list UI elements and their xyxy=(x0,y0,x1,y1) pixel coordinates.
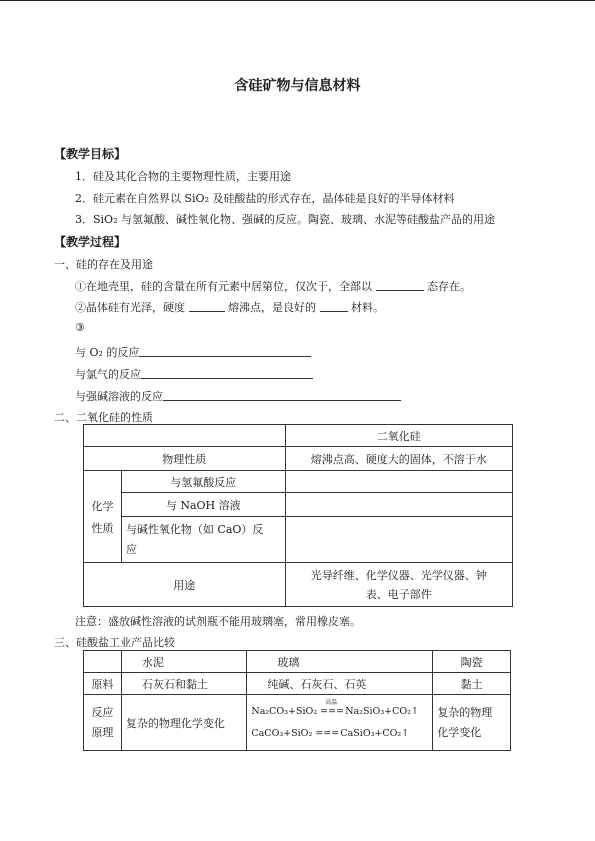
header-cement: 水泥 xyxy=(121,651,246,673)
page-title: 含硅矿物与信息材料 xyxy=(234,78,361,94)
principle-ceramic xyxy=(433,695,511,751)
chem-row-cao xyxy=(121,517,285,563)
use-value-b: 表、电子部件 xyxy=(365,587,432,601)
chem-row-hf: 与氢氟酸反应 xyxy=(121,471,285,493)
high-temp-equals: 高温 === xyxy=(320,698,345,717)
use-value xyxy=(285,563,512,607)
row-label-principle-b: 原理 xyxy=(91,725,114,739)
principle-ceramic-a: 复杂的物理 xyxy=(437,705,493,719)
chem-row-cao-a: 与碱性氧化物（如 CaO）反 xyxy=(125,522,264,536)
fill-blank[interactable] xyxy=(320,300,348,312)
answer-cell[interactable] xyxy=(285,471,512,493)
row-label-principle-a: 反应 xyxy=(91,705,114,719)
table-corner xyxy=(84,651,122,673)
top-rule xyxy=(0,0,595,1)
physical-value: 熔沸点高、硬度大的固体，不溶于水 xyxy=(285,447,512,471)
fill-blank[interactable] xyxy=(163,389,401,401)
goal-item-3: 3．SiO₂ 与氢氟酸、碱性氧化物、强碱的反应。陶瓷、玻璃、水泥等硅酸盐产品的用途 xyxy=(75,213,495,226)
principle-ceramic-b: 化学变化 xyxy=(437,725,482,739)
use-label: 用途 xyxy=(84,563,286,607)
reaction-base xyxy=(75,388,401,404)
part1-heading: 一、硅的存在及用途 xyxy=(54,258,153,271)
glass-equation-1 xyxy=(251,698,428,723)
reaction-o2-label: 与 O₂ 的反应 xyxy=(75,346,140,359)
chem-row-cao-b: 应 xyxy=(125,542,137,556)
eq1-left: Na₂CO₃+SiO₂ xyxy=(251,705,318,717)
silicate-table xyxy=(83,650,511,751)
process-header: 【教学过程】 xyxy=(54,235,127,249)
eq1-condition: 高温 xyxy=(325,698,338,706)
eq2-right: CaSiO₃+CO₂↑ xyxy=(340,727,410,739)
part1-line2-b: 熔沸点，是良好的 xyxy=(228,301,316,314)
part1-line1-b: 态存在。 xyxy=(427,280,471,293)
fill-blank[interactable] xyxy=(376,279,424,291)
goal-item-2: 2．硅元素在自然界以 SiO₂ 及硅酸盐的形式存在，晶体硅是良好的半导体材料 xyxy=(75,192,455,205)
reaction-cl2-label: 与氯气的反应 xyxy=(75,368,141,381)
equals-sign: === xyxy=(315,727,340,739)
part2-note: 注意：盛放碱性溶液的试剂瓶不能用玻璃塞，常用橡皮塞。 xyxy=(75,615,361,628)
chem-label-1: 化学 xyxy=(91,499,114,513)
row-label-raw: 原料 xyxy=(84,673,122,695)
eq2-left: CaCO₃+SiO₂ xyxy=(251,727,313,739)
raw-glass: 纯碱、石灰石、石英 xyxy=(247,673,433,695)
goals-header: 【教学目标】 xyxy=(54,147,127,161)
chem-row-naoh: 与 NaOH 溶液 xyxy=(121,493,285,517)
goal-item-1: 1．硅及其化合物的主要物理性质，主要用途 xyxy=(75,170,291,183)
physical-label: 物理性质 xyxy=(84,447,286,471)
part1-line2-c: 材料。 xyxy=(351,301,384,314)
table-corner xyxy=(84,425,286,447)
reaction-cl2 xyxy=(75,366,313,382)
raw-cement: 石灰石和黏土 xyxy=(121,673,246,695)
fill-blank[interactable] xyxy=(141,367,313,379)
part1-line3: ③ xyxy=(75,321,85,334)
glass-equation-2 xyxy=(251,723,428,745)
header-ceramic: 陶瓷 xyxy=(433,651,511,673)
raw-ceramic: 黏土 xyxy=(433,673,511,695)
part1-line1 xyxy=(75,278,471,294)
fill-blank[interactable] xyxy=(139,345,311,357)
answer-cell[interactable] xyxy=(285,493,512,517)
chem-label xyxy=(84,471,122,563)
part1-line2 xyxy=(75,299,384,315)
part3-heading: 三、硅酸盐工业产品比较 xyxy=(54,636,175,649)
chem-label-2: 性质 xyxy=(91,521,114,535)
sio2-table xyxy=(83,424,513,607)
principle-glass xyxy=(247,695,433,751)
header-glass: 玻璃 xyxy=(247,651,433,673)
answer-cell[interactable] xyxy=(285,517,512,563)
part1-line1-a: ①在地壳里，硅的含量在所有元素中居第位，仅次于，全部以 xyxy=(75,280,372,293)
part2-heading: 二、二氧化硅的性质 xyxy=(54,411,153,424)
row-label-principle xyxy=(84,695,122,751)
use-value-a: 光导纤维、化学仪器、光学仪器、钟 xyxy=(310,568,487,582)
reaction-o2 xyxy=(75,344,311,360)
reaction-base-label: 与强碱溶液的反应 xyxy=(75,390,163,403)
fill-blank[interactable] xyxy=(189,300,225,312)
principle-cement: 复杂的物理化学变化 xyxy=(121,695,246,751)
part1-line2-a: ②晶体硅有光泽，硬度 xyxy=(75,301,185,314)
sio2-col-header: 二氧化硅 xyxy=(285,425,512,447)
eq1-right: Na₂SiO₃+CO₂↑ xyxy=(345,705,419,717)
